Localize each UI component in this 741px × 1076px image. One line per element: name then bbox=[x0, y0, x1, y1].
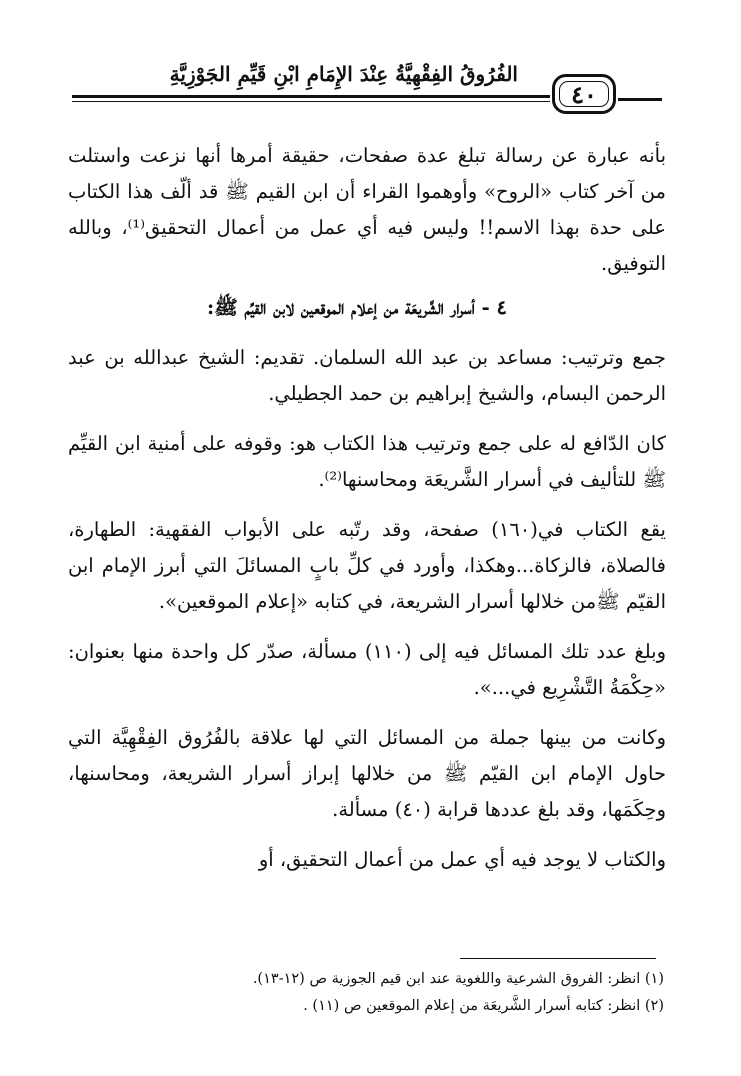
paragraph-5: وبلغ عدد تلك المسائل فيه إلى (١١٠) مسألة، صدّر كل واحدة منها بعنوان: «حِكْمَةُ التَّشْرِيع في...». bbox=[68, 640, 666, 699]
paragraph-6: وكانت من بينها جملة من المسائل التي لها علاقة بالفُرُوق الفِقْهِيَّة التي حاول الإمام ابن القيّم ﷺ من خلالها إبراز أسرار الشريعة، ومحاسنها، وحِكَمَها، وقد بلغ عددها قرابة (٤٠) مسألة. bbox=[68, 726, 666, 821]
paragraph-7: والكتاب لا يوجد فيه أي عمل من أعمال التحقيق، أو bbox=[258, 848, 666, 871]
paragraph-1: بأنه عبارة عن رسالة تبلغ عدة صفحات، حقيقة أمرها أنها نزعت واستلت من آخر كتاب «الروح» وأوهموا القراء أن ابن القيم ﷺ قد ألّف هذا الكتاب على حدة بهذا الاسم!! وليس فيه أي عمل من أعمال التحقيق⁽¹⁾، وبالله التوفيق. bbox=[68, 144, 666, 275]
footnote-2: (٢) انظر: كتابه أسرار الشَّريعَة من إعلام الموقعين ص (١١) . bbox=[303, 998, 664, 1014]
page-number-frame bbox=[552, 74, 616, 114]
body-text bbox=[68, 138, 666, 878]
footnotes bbox=[180, 966, 664, 1020]
running-title: الفُرُوقُ الفِقْهِيَّةُ عِنْدَ الإِمَامِ ابْنِ قَيِّمِ الجَوْزِيَّةِ bbox=[169, 62, 518, 86]
header-rule-thick bbox=[72, 95, 550, 98]
section-heading: ٤ - أسرار الشَّريعَة من إعلام الموقعين لابن القيِّم ﷺ: bbox=[207, 296, 507, 319]
header-rule-thin bbox=[72, 101, 550, 102]
paragraph-3: كان الدّافع له على جمع وترتيب هذا الكتاب هو: وقوفه على أمنية ابن القيِّم ﷺ للتأليف في أسرار الشَّريعَة ومحاسنها⁽²⁾. bbox=[68, 432, 666, 491]
paragraph-2: جمع وترتيب: مساعد بن عبد الله السلمان. تقديم: الشيخ عبدالله بن عبد الرحمن البسام، والشيخ إبراهيم بن حمد الجطيلي. bbox=[68, 346, 666, 405]
header-rule-tail bbox=[618, 98, 662, 101]
page-number: ٤٠ bbox=[571, 79, 597, 109]
footnote-1: (١) انظر: الفروق الشرعية واللغوية عند ابن قيم الجوزية ص (١٢-١٣). bbox=[252, 971, 664, 987]
paragraph-4: يقع الكتاب في(١٦٠) صفحة، وقد رتّبه على الأبواب الفقهية: الطهارة، فالصلاة، فالزكاة...وهكذا، وأورد في كلِّ بابٍ المسائلَ التي أبرز الإمام ابن القيّم ﷺمن خلالها أسرار الشريعة، في كتابه «إعلام الموقعين». bbox=[68, 518, 666, 613]
footnote-separator bbox=[460, 958, 656, 959]
